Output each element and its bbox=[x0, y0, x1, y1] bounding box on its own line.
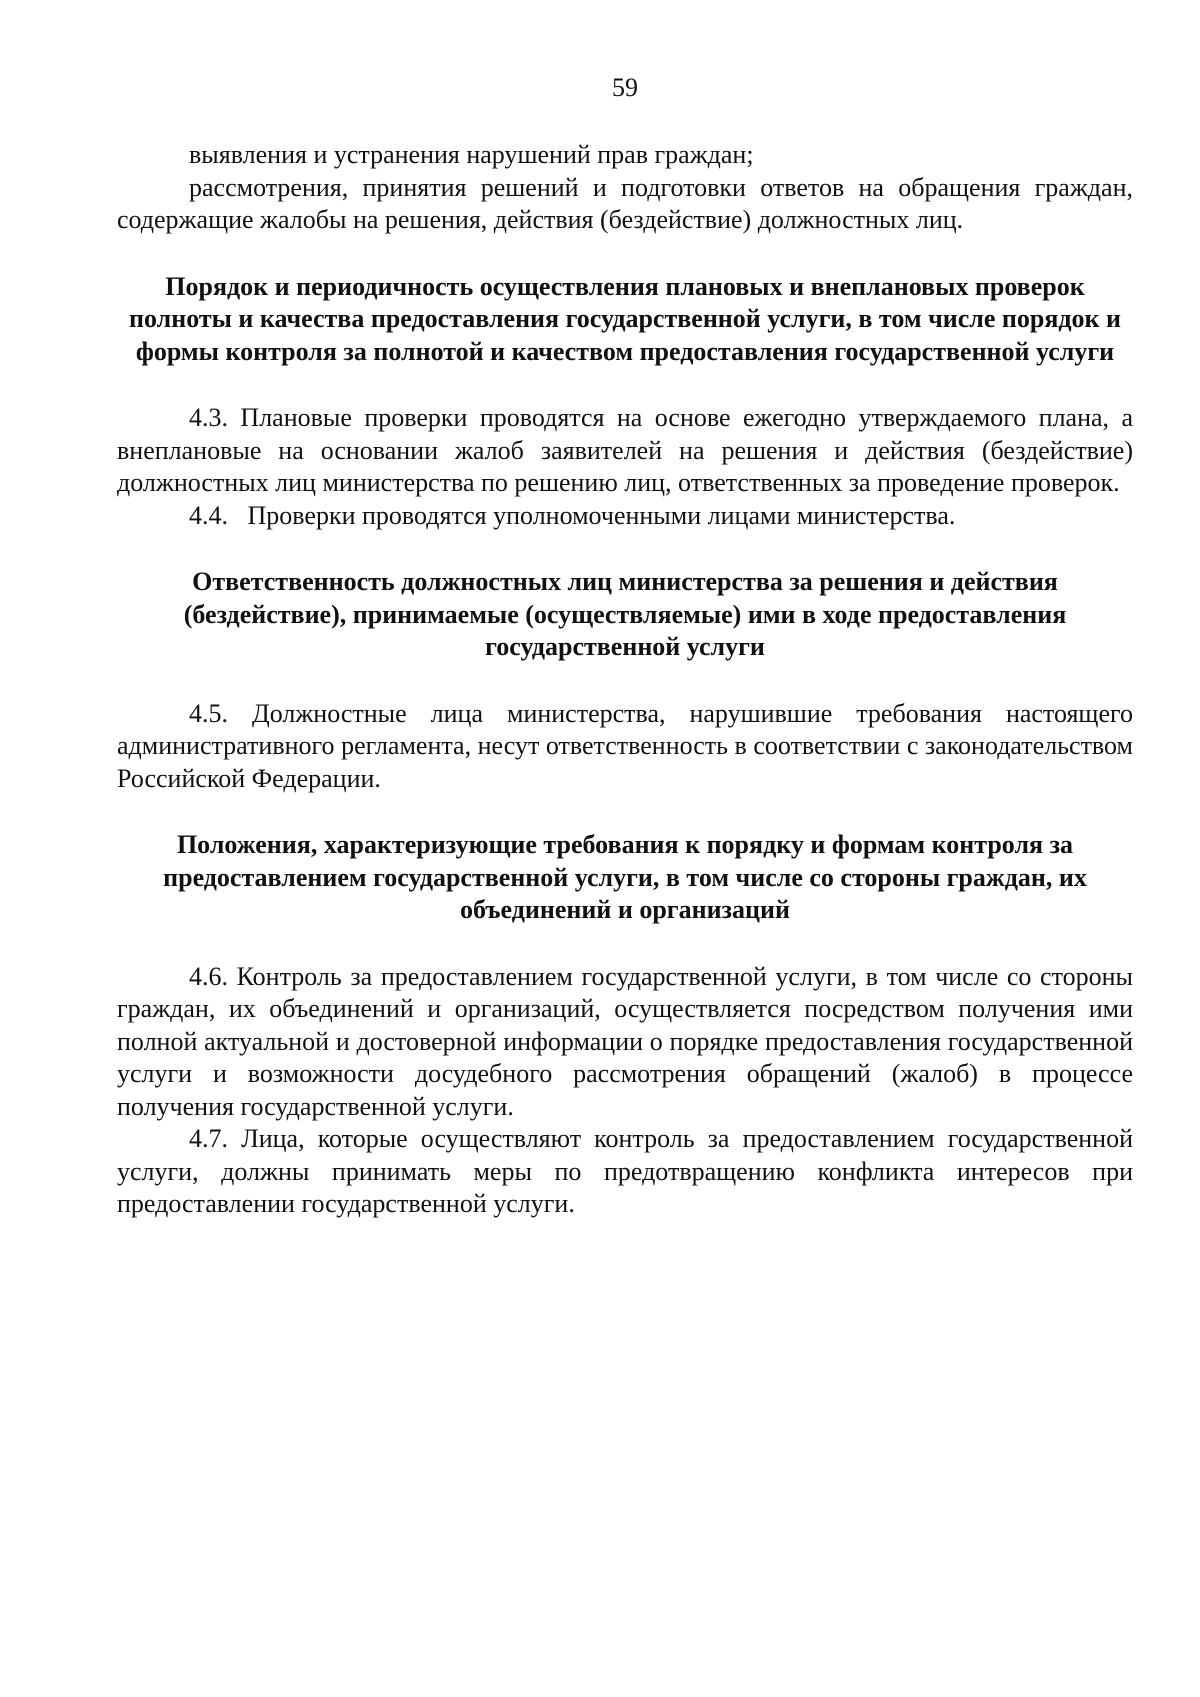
section-heading-responsibility: Ответственность должностных лиц министерства за решения и действия (бездействие), принимаемые (осуществляемые) ими в ходе предоставления государственной услуги bbox=[183, 567, 1067, 661]
paragraph-consideration: рассмотрения, принятия решений и подготовки ответов на обращения граждан, содержащие жалобы на решения, действия (бездействие) должностных лиц. bbox=[117, 172, 1133, 234]
page-number: 59 bbox=[612, 73, 638, 102]
paragraph-4-5: 4.5. Должностные лица министерства, нарушившие требования настоящего административного регламента, несут ответственность в соответствии с законодательством Российской Федерации. bbox=[117, 698, 1133, 793]
paragraph-violations: выявления и устранения нарушений прав граждан; bbox=[189, 140, 754, 169]
section-heading-inspections: Порядок и периодичность осуществления плановых и внеплановых проверок полноты и качества предоставления государственной услуги, в том числе порядок и формы контроля за полнотой и качеством предоставления государственной услуги bbox=[129, 271, 1121, 366]
paragraph-4-3: 4.3. Плановые проверки проводятся на основе ежегодно утверждаемого плана, а внеплановые на основании жалоб заявителей на решения и действия (бездействие) должностных лиц министерства по решению лиц, ответственных за проведение проверок. bbox=[117, 403, 1133, 497]
section-heading-control-provisions: Положения, характеризующие требования к порядку и формам контроля за предоставлением государственной услуги, в том числе со стороны граждан, их объединений и организаций bbox=[163, 830, 1087, 924]
document-body bbox=[117, 139, 1133, 1221]
paragraph-4-4: 4.4. Проверки проводятся уполномоченными лицами министерства. bbox=[189, 500, 956, 530]
paragraph-4-6: 4.6. Контроль за предоставлением государственной услуги, в том числе со стороны граждан, их объединений и организаций, осуществляется посредством получения ими полной актуальной и достоверной информации о порядке предоставления государственной услуги и возможности досудебного рассмотрения обращений (жалоб) в процессе получения государственной услуги. bbox=[117, 961, 1133, 1121]
paragraph-4-7: 4.7. Лица, которые осуществляют контроль за предоставлением государственной услуги, должны принимать меры по предотвращению конфликта интересов при предоставлении государственной услуги. bbox=[117, 1124, 1133, 1218]
